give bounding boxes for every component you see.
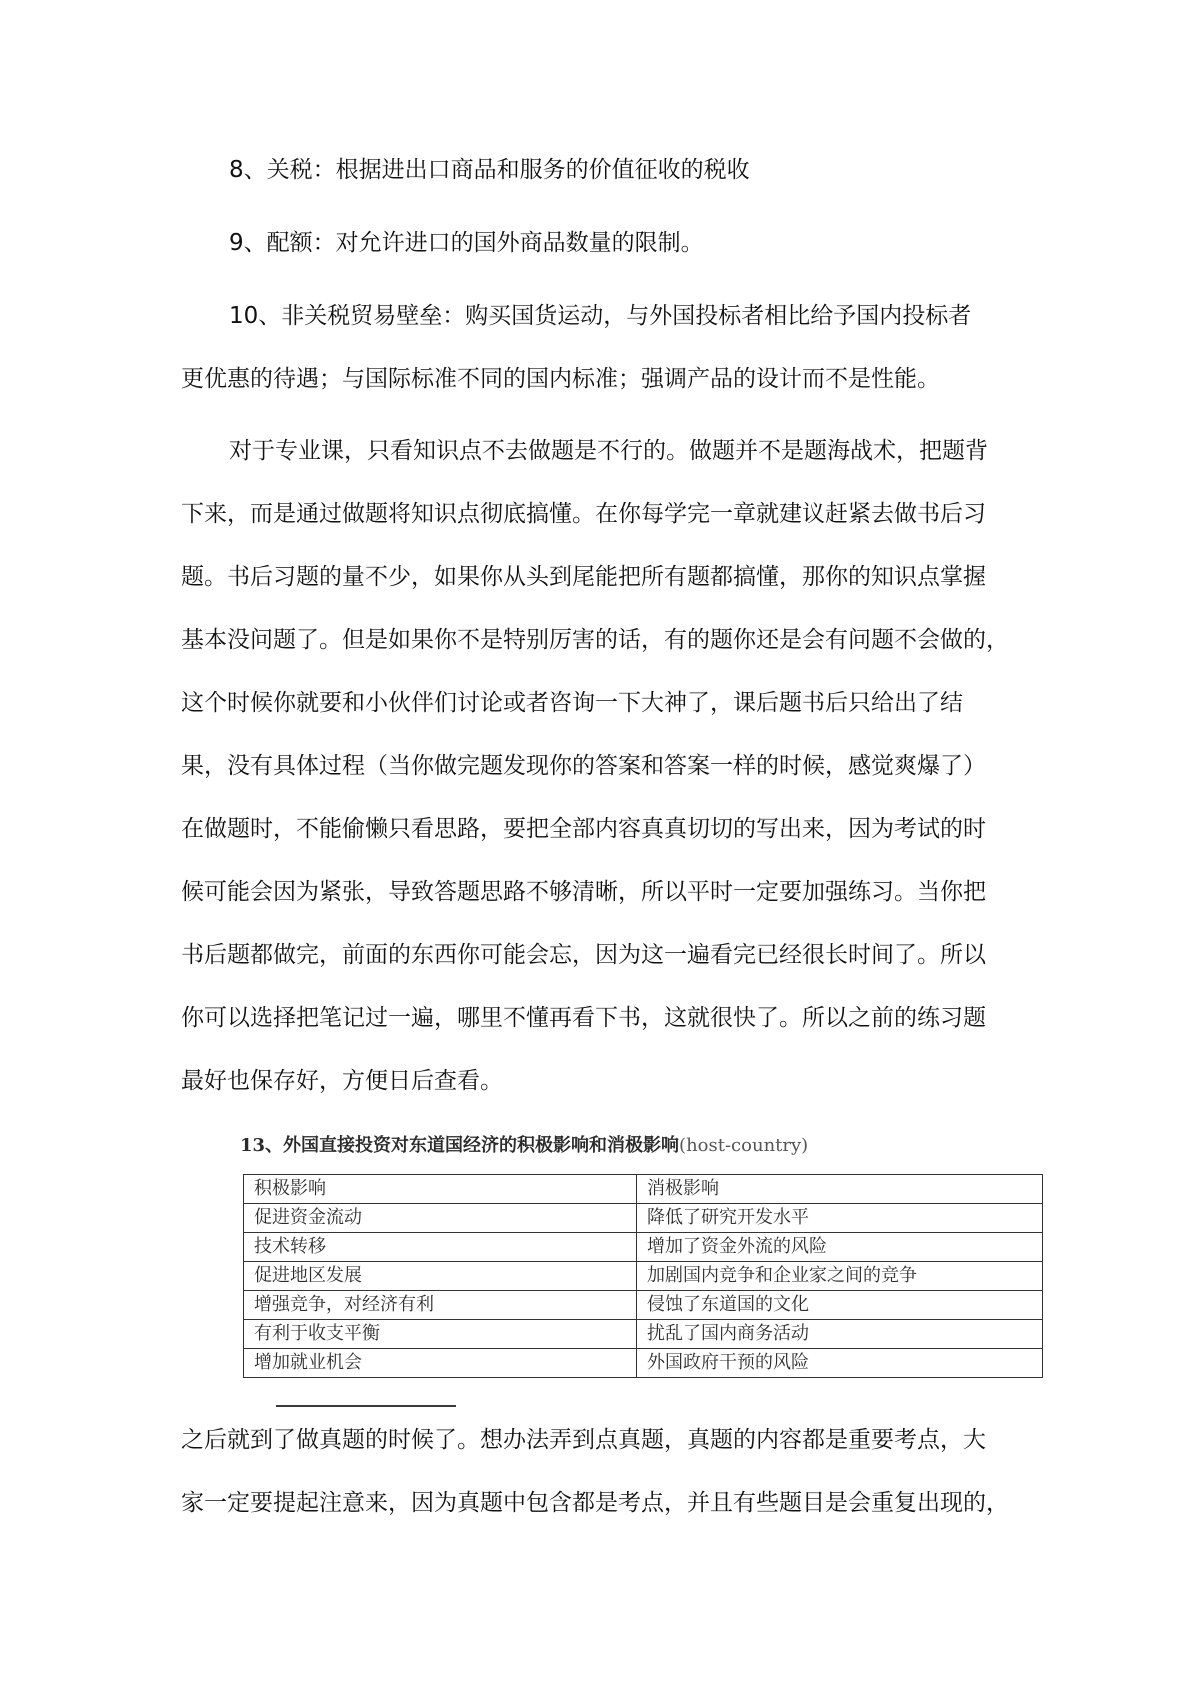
figure-cropped-edge: [276, 1403, 456, 1409]
table-cell: 促进资金流动: [244, 1204, 637, 1233]
text-line-tariff: 8、关税：根据进出口商品和服务的价值征收的税收: [229, 157, 750, 183]
text-line-advice-1: 对于专业课，只看知识点不去做题是不行的。做题并不是题海战术，把题背: [229, 438, 988, 464]
text-line-nontariff: 10、非关税贸易壁垒：购买国货运动，与外国投标者相比给予国内投标者: [229, 303, 972, 329]
text-line-advice-10: 你可以选择把笔记过一遍，哪里不懂再看下书，这就很快了。所以之前的练习题: [181, 1005, 986, 1031]
text-line-advice-7: 在做题时，不能偷懒只看思路，要把全部内容真真切切的写出来，因为考试的时: [181, 816, 986, 842]
table-cell: 扰乱了国内商务活动: [636, 1320, 1042, 1349]
text-line-advice-4: 基本没问题了。但是如果你不是特别厉害的话，有的题你还是会有问题不会做的，: [181, 627, 1009, 653]
table-cell: 侵蚀了东道国的文化: [636, 1291, 1042, 1320]
text-line-exam-2: 家一定要提起注意来，因为真题中包含都是考点，并且有些题目是会重复出现的，: [181, 1490, 1009, 1516]
figure-caption: [240, 1133, 808, 1159]
table-row: [244, 1320, 1043, 1349]
table-row: [244, 1291, 1043, 1320]
text-line-advice-5: 这个时候你就要和小伙伴们讨论或者咨询一下大神了，课后题书后只给出了结: [181, 690, 963, 716]
text-line-nontariff-cont: 更优惠的待遇；与国际标准不同的国内标准；强调产品的设计而不是性能。: [181, 366, 940, 392]
text-line-advice-3: 题。书后习题的量不少，如果你从头到尾能把所有题都搞懂，那你的知识点掌握: [181, 564, 986, 590]
fdi-impact-table: [243, 1174, 1043, 1378]
text-line-advice-6: 果，没有具体过程（当你做完题发现你的答案和答案一样的时候，感觉爽爆了）: [181, 753, 986, 779]
table-cell: 有利于收支平衡: [244, 1320, 637, 1349]
text-line-advice-8: 候可能会因为紧张，导致答题思路不够清晰，所以平时一定要加强练习。当你把: [181, 879, 986, 905]
figure-caption-latin: (host-country): [679, 1135, 809, 1156]
table-row: [244, 1233, 1043, 1262]
fdi-impact-figure: [240, 1133, 1050, 1395]
text-line-advice-9: 书后题都做完，前面的东西你可能会忘，因为这一遍看完已经很长时间了。所以: [181, 942, 986, 968]
table-row: [244, 1349, 1043, 1378]
text-line-exam-1: 之后就到了做真题的时候了。想办法弄到点真题，真题的内容都是重要考点，大: [181, 1427, 986, 1453]
table-header-positive: 积极影响: [244, 1175, 637, 1204]
table-row: [244, 1204, 1043, 1233]
table-cell: 增加了资金外流的风险: [636, 1233, 1042, 1262]
table-cell: 加剧国内竞争和企业家之间的竞争: [636, 1262, 1042, 1291]
table-cell: 外国政府干预的风险: [636, 1349, 1042, 1378]
text-line-quota: 9、配额：对允许进口的国外商品数量的限制。: [229, 230, 704, 256]
text-line-advice-2: 下来，而是通过做题将知识点彻底搞懂。在你每学完一章就建议赶紧去做书后习: [181, 501, 986, 527]
table-cell: 促进地区发展: [244, 1262, 637, 1291]
table-cell: 增加就业机会: [244, 1349, 637, 1378]
table-header-negative: 消极影响: [636, 1175, 1042, 1204]
table-cell: 降低了研究开发水平: [636, 1204, 1042, 1233]
text-line-advice-11: 最好也保存好，方便日后查看。: [181, 1068, 503, 1094]
figure-caption-cn: 13、外国直接投资对东道国经济的积极影响和消极影响: [240, 1135, 680, 1156]
table-header-row: [244, 1175, 1043, 1204]
table-row: [244, 1262, 1043, 1291]
table-cell: 增强竞争，对经济有利: [244, 1291, 637, 1320]
table-cell: 技术转移: [244, 1233, 637, 1262]
